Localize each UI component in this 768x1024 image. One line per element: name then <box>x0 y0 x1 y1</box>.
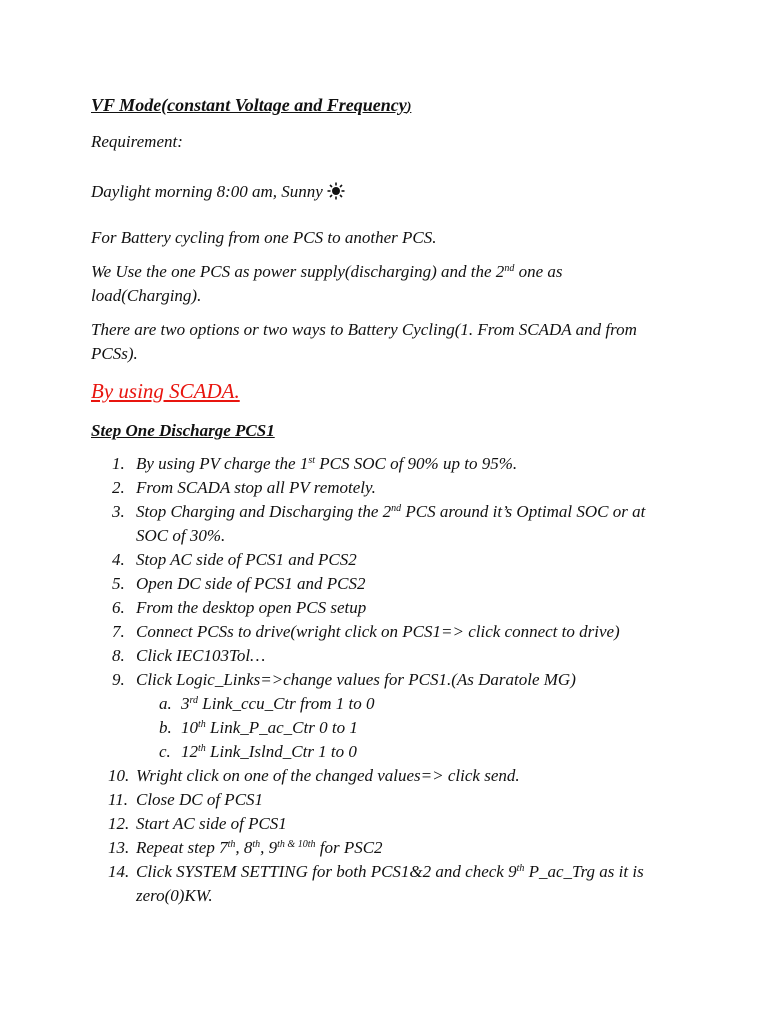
substep-text: 12th Link_Islnd_Ctr 1 to 0 <box>181 742 357 761</box>
we-use-line-2: load(Charging). <box>91 286 202 305</box>
step-number: 11. <box>108 790 128 809</box>
step-text: Connect PCSs to drive(wright click on PCS1=> click connect to drive) <box>136 622 620 641</box>
step-text: Repeat step 7th, 8th, $9^{th \& 10th}$ for PSC2 <box>136 838 383 857</box>
step-number: 14. <box>108 862 130 881</box>
options-line-2: PCSs). <box>91 344 138 363</box>
step-text: Wright click on one of the changed values=> click send. <box>136 766 520 785</box>
step-text: Close DC of PCS1 <box>136 790 264 809</box>
step-number: 9. <box>112 670 125 689</box>
substep-letter: a. <box>159 694 172 713</box>
step-number: 12. <box>108 814 130 833</box>
step-number: 6. <box>112 598 125 617</box>
substep-text: 3rd Link_ccu_Ctr from 1 to 0 <box>181 694 375 713</box>
scada-heading: By using SCADA. <box>91 379 240 403</box>
step-text: Start AC side of PCS1 <box>136 814 287 833</box>
step-text: Click IEC103Tol… <box>136 646 266 665</box>
step-text: Click Logic_Links=>change values for PCS1.(As Daratole MG) <box>136 670 576 689</box>
step-text: Stop AC side of PCS1 and PCS2 <box>136 550 357 569</box>
step-text: Stop Charging and Discharging the 2nd PCS around it’s Optimal SOC or at <box>136 502 646 521</box>
daylight-line: Daylight morning 8:00 am, Sunny <box>91 182 345 205</box>
step-text: From SCADA stop all PV remotely. <box>136 478 376 497</box>
step-number: 7. <box>112 622 125 641</box>
battery-cycling-line: For Battery cycling from one PCS to another PCS. <box>91 228 437 247</box>
step-number: 3. <box>112 502 125 521</box>
step-text: Open DC side of PCS1 and PCS2 <box>136 574 366 593</box>
step-text: By using PV charge the 1st PCS SOC of 90% up to 95%. <box>136 454 518 473</box>
step-number: 8. <box>112 646 125 665</box>
step-number: 13. <box>108 838 130 857</box>
options-line-1: There are two options or two ways to Battery Cycling(1. From SCADA and from <box>91 320 637 339</box>
we-use-line-1: We Use the one PCS as power supply(discharging) and the 2nd one as <box>91 262 563 281</box>
step-number: 1. <box>112 454 125 473</box>
requirement-label: Requirement: <box>91 132 183 151</box>
step-text: From the desktop open PCS setup <box>136 598 367 617</box>
step-one-heading: Step One Discharge PCS1 <box>91 421 275 440</box>
step-number: 5. <box>112 574 125 593</box>
sun-icon <box>327 182 345 205</box>
step-number: 10. <box>108 766 130 785</box>
step-number: 2. <box>112 478 125 497</box>
substep-letter: c. <box>159 742 171 761</box>
step-number: 4. <box>112 550 125 569</box>
page-title: VF Mode(constant Voltage and Frequency) <box>91 95 412 115</box>
step-text-continued: zero(0)KW. <box>136 886 213 905</box>
substep-letter: b. <box>159 718 172 737</box>
step-text: Click SYSTEM SETTING for both PCS1&2 and check 9th P_ac_Trg as it is <box>136 862 644 881</box>
substep-text: 10th Link_P_ac_Ctr 0 to 1 <box>181 718 358 737</box>
step-text-continued: SOC of 30%. <box>136 526 226 545</box>
